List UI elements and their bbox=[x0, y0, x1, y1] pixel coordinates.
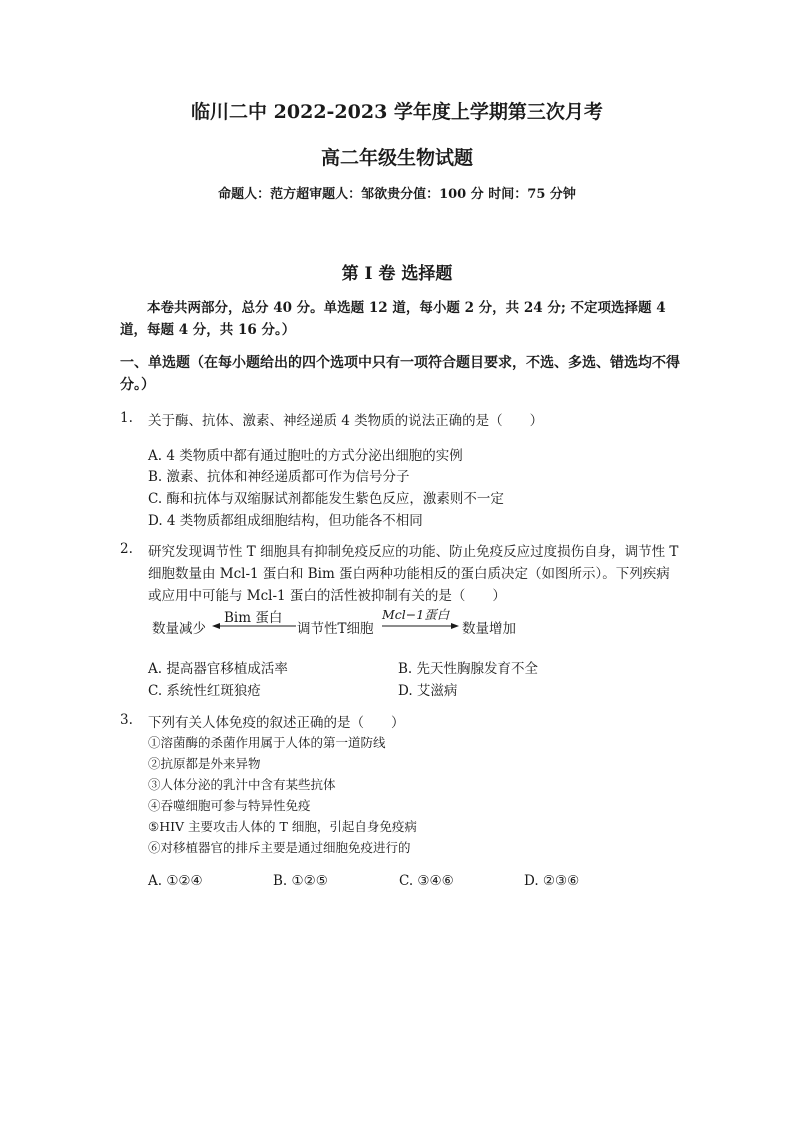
option-3b: B. ①②⑤ bbox=[273, 873, 328, 889]
exam-subtitle: 高二年级生物试题 bbox=[320, 147, 473, 169]
statement-6: ⑥对移植器官的排斥主要是通过细胞免疫进行的 bbox=[148, 840, 411, 855]
diagram-right-node: 数量增加 bbox=[462, 621, 516, 637]
statement-5: ⑤HIV 主要攻击人体的 T 细胞，引起自身免疫病 bbox=[148, 819, 417, 834]
option-2c: C. 系统性红斑狼疮 bbox=[148, 683, 261, 699]
option-1b: B. 激素、抗体和神经递质都可作为信号分子 bbox=[148, 469, 410, 485]
statement-1: ①溶菌酶的杀菌作用属于人体的第一道防线 bbox=[148, 735, 386, 750]
diagram-center-node: 调节性T细胞 bbox=[297, 621, 374, 637]
option-1d: D. 4 类物质都组成细胞结构，但功能各不相同 bbox=[148, 513, 423, 529]
bim-arrow-label: Bim 蛋白 bbox=[224, 610, 283, 626]
mcl1-arrow-label: Mcl−1蛋白 bbox=[382, 607, 450, 622]
question-text: 研究发现调节性 T 细胞具有抑制免疫反应的功能、防止免疫反应过度损伤自身，调节性 T 细胞数量由 Mcl-1 蛋白和 Bim 蛋白两种功能相反的蛋白质决定（如图所示）。下列疾病或应用中可能与 Mcl-1 蛋白的活性被抑制有关的是（ ） bbox=[148, 544, 679, 604]
part-intro: 本卷共两部分，总分 40 分。单选题 12 道，每小题 2 分，共 24 分; 不定项选择题 4 道，每题 4 分，共 16 分。） bbox=[120, 300, 666, 338]
exam-title: 临川二中 2022-2023 学年度上学期第三次月考 bbox=[191, 101, 603, 123]
option-2d: D. 艾滋病 bbox=[398, 683, 458, 699]
question-text: 下列有关人体免疫的叙述正确的是（ ） bbox=[148, 715, 405, 731]
diagram-left-node: 数量减少 bbox=[152, 621, 206, 637]
option-3d: D. ②③⑥ bbox=[524, 873, 580, 889]
option-3a: A. ①②④ bbox=[148, 873, 203, 889]
question-text: 关于酶、抗体、激素、神经递质 4 类物质的说法正确的是（ ） bbox=[148, 413, 544, 429]
left-arrow-head bbox=[212, 623, 220, 629]
statement-4: ④吞噬细胞可参与特异性免疫 bbox=[148, 798, 311, 813]
option-2a: A. 提高器官移植成活率 bbox=[148, 661, 288, 677]
question-number: 1. bbox=[120, 410, 133, 426]
option-3c: C. ③④⑥ bbox=[399, 873, 454, 889]
option-1c: C. 酶和抗体与双缩脲试剂都能发生紫色反应，激素则不一定 bbox=[148, 491, 504, 507]
right-arrow-head bbox=[451, 623, 459, 629]
statement-2: ②抗原都是外来异物 bbox=[148, 756, 261, 771]
part-heading: 第 I 卷 选择题 bbox=[341, 264, 453, 284]
question-number: 2. bbox=[120, 541, 133, 557]
option-2b: B. 先天性胸腺发育不全 bbox=[398, 661, 539, 677]
section-title: 一、单选题（在每小题给出的四个选项中只有一项符合题目要求，不选、多选、错选均不得分。） bbox=[120, 355, 680, 393]
question-number: 3. bbox=[120, 712, 133, 728]
option-1a: A. 4 类物质中都有通过胞吐的方式分泌出细胞的实例 bbox=[148, 448, 463, 464]
statement-3: ③人体分泌的乳汁中含有某些抗体 bbox=[148, 777, 336, 792]
exam-meta: 命题人：范方超审题人：邹欲贵分值：100 分 时间：75 分钟 bbox=[218, 187, 576, 202]
regulatory-t-cell-diagram bbox=[152, 608, 552, 644]
